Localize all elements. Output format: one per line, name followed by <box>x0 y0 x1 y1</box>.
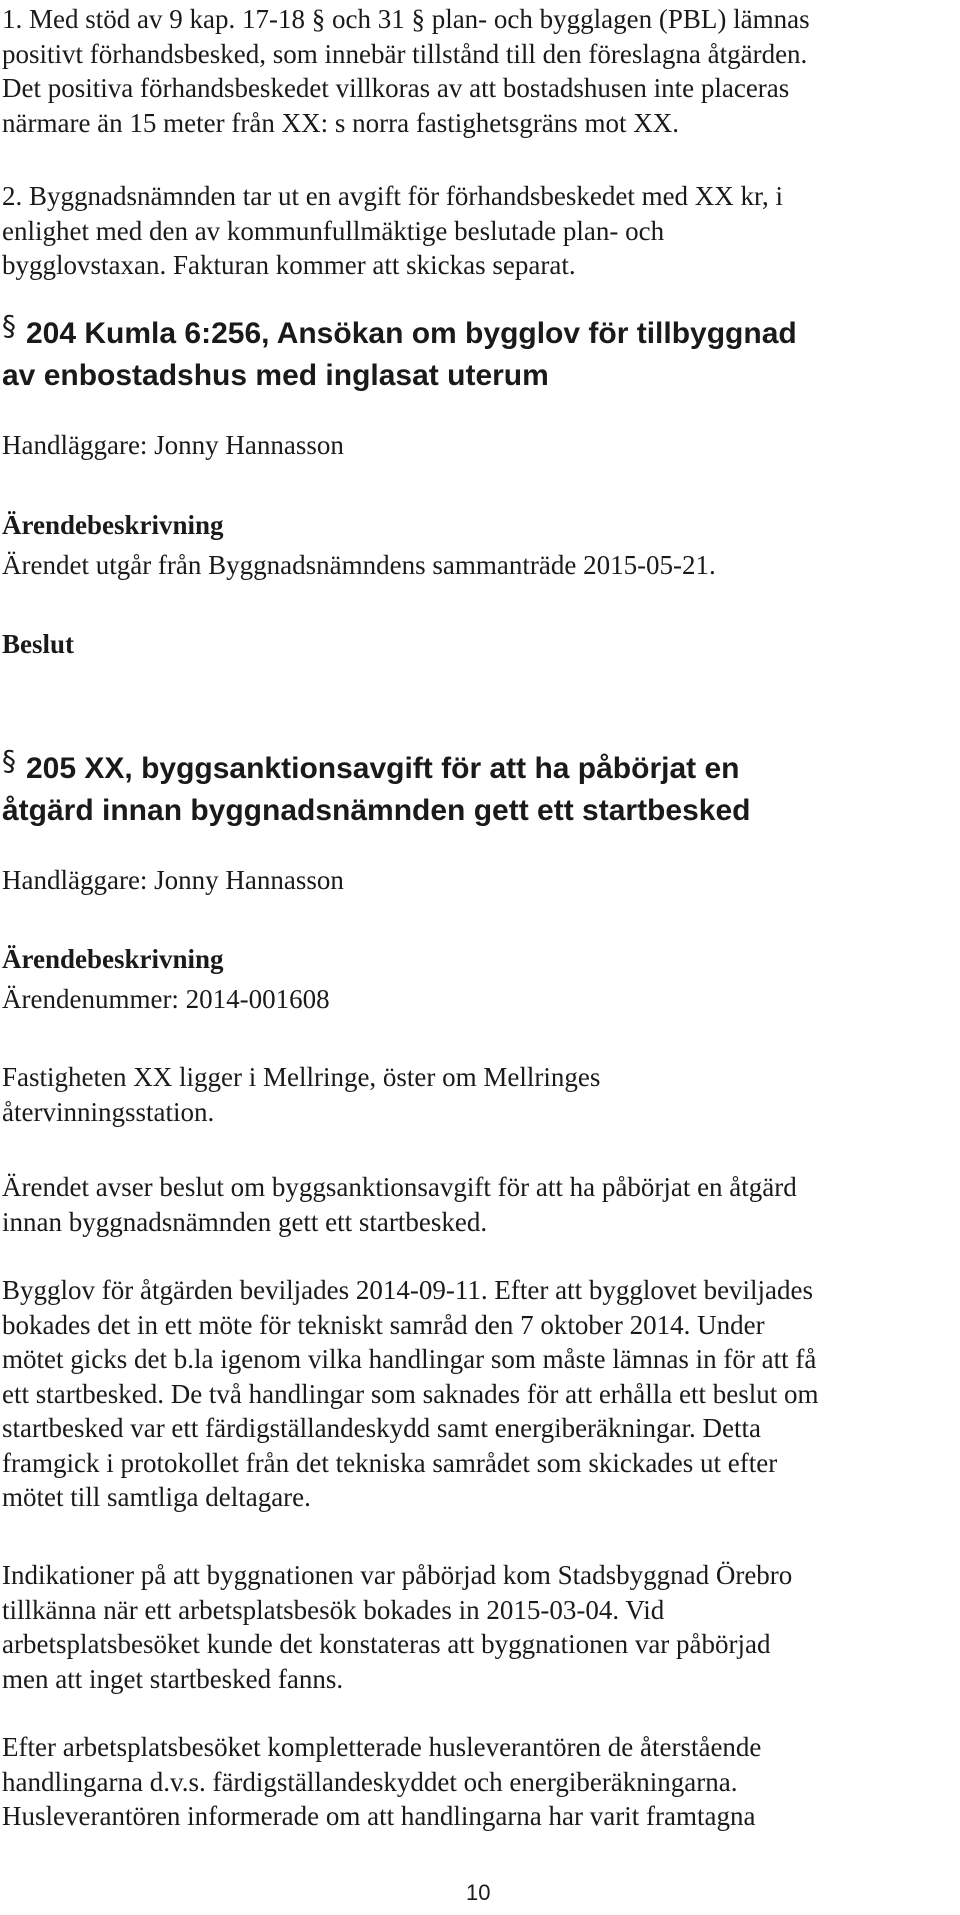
paragraph-bygglov <box>2 1273 952 1515</box>
text-line: framgick i protokollet från det tekniska samrådet som skickades ut efter <box>2 1447 778 1478</box>
text-line: återvinningsstation. <box>2 1096 215 1127</box>
arendebeskrivning-label-205: Ärendebeskrivning <box>2 944 224 974</box>
text-line: men att inget startbesked fanns. <box>2 1663 344 1694</box>
page-number: 10 <box>466 1880 491 1905</box>
text-line: Bygglov för åtgärden beviljades 2014-09-11. Efter att bygglovet beviljades <box>2 1275 814 1305</box>
paragraph-fastigheten <box>2 1060 952 1129</box>
text-line: Fastigheten XX ligger i Mellringe, öster om Mellringes <box>2 1062 601 1092</box>
heading-line: åtgärd innan byggnadsnämnden gett ett startbesked <box>2 794 751 827</box>
paragraph-efter-arbetsplatsbesoket <box>2 1730 952 1834</box>
text-line: 2. Byggnadsnämnden tar ut en avgift för förhandsbeskedet med XX kr, i <box>2 181 783 211</box>
text-line: närmare än 15 meter från XX: s norra fastighetsgräns mot XX. <box>2 107 680 138</box>
text-line: mötet gicks det b.la igenom vilka handlingar som måste lämnas in för att få <box>2 1344 817 1374</box>
text-line: Efter arbetsplatsbesöket kompletterade husleverantören de återstående <box>2 1732 762 1762</box>
text-line: positivt förhandsbesked, som innebär tillstånd till den föreslagna åtgärden. <box>2 38 808 69</box>
section-204-heading <box>2 305 952 397</box>
heading-line: § 205 XX, byggsanktionsavgift för att ha påbörjat en <box>2 740 952 790</box>
arendebeskrivning-label-204: Ärendebeskrivning <box>2 510 224 540</box>
text-line: Det positiva förhandsbeskedet villkoras av att bostadshusen inte placeras <box>2 73 790 103</box>
text-line: bokades det in ett möte för tekniskt samråd den 7 oktober 2014. Under <box>2 1309 765 1340</box>
beslut-label-204: Beslut <box>2 629 75 659</box>
heading-line: § 204 Kumla 6:256, Ansökan om bygglov för tillbyggnad <box>2 305 952 355</box>
heading-line: av enbostadshus med inglasat uterum <box>2 359 549 392</box>
text-line: tillkänna när ett arbetsplatsbesök bokades in 2015-03-04. Vid <box>2 1594 665 1625</box>
section-symbol: § <box>2 744 16 777</box>
decision-item-1 <box>2 2 952 140</box>
text-line: startbesked var ett färdigställandeskydd samt energiberäkningar. Detta <box>2 1413 761 1443</box>
text-line: 1. Med stöd av 9 kap. 17-18 § och 31 § plan- och bygglagen (PBL) lämnas <box>2 4 810 34</box>
text-line: Ärendet avser beslut om byggsanktionsavgift för att ha påbörjat en åtgärd <box>2 1172 797 1202</box>
paragraph-indikationer <box>2 1558 952 1696</box>
paragraph-arendet-avser <box>2 1170 952 1239</box>
section-symbol: § <box>2 309 16 342</box>
handlaggare-205: Handläggare: Jonny Hannasson <box>2 865 344 895</box>
text-line: Husleverantören informerade om att handlingarna har varit framtagna <box>2 1801 756 1831</box>
text-line: handlingarna d.v.s. färdigställandeskyddet och energiberäkningarna. <box>2 1766 738 1797</box>
text-line: innan byggnadsnämnden gett ett startbesked. <box>2 1206 488 1237</box>
text-line: bygglovstaxan. Fakturan kommer att skickas separat. <box>2 250 576 280</box>
text-line: Indikationer på att byggnationen var påbörjad kom Stadsbyggnad Örebro <box>2 1560 793 1590</box>
arende-text-204: Ärendet utgår från Byggnadsnämndens sammanträde 2015-05-21. <box>2 550 716 580</box>
handlaggare-204: Handläggare: Jonny Hannasson <box>2 430 344 460</box>
section-205-heading <box>2 740 952 832</box>
arendenummer: Ärendenummer: 2014-001608 <box>2 984 330 1014</box>
text-line: mötet till samtliga deltagare. <box>2 1482 311 1512</box>
text-line: arbetsplatsbesöket kunde det konstateras att byggnationen var påbörjad <box>2 1629 771 1659</box>
text-line: enlighet med den av kommunfullmäktige beslutade plan- och <box>2 215 665 246</box>
text-line: ett startbesked. De två handlingar som saknades för att erhålla ett beslut om <box>2 1378 819 1409</box>
decision-item-2 <box>2 179 952 283</box>
